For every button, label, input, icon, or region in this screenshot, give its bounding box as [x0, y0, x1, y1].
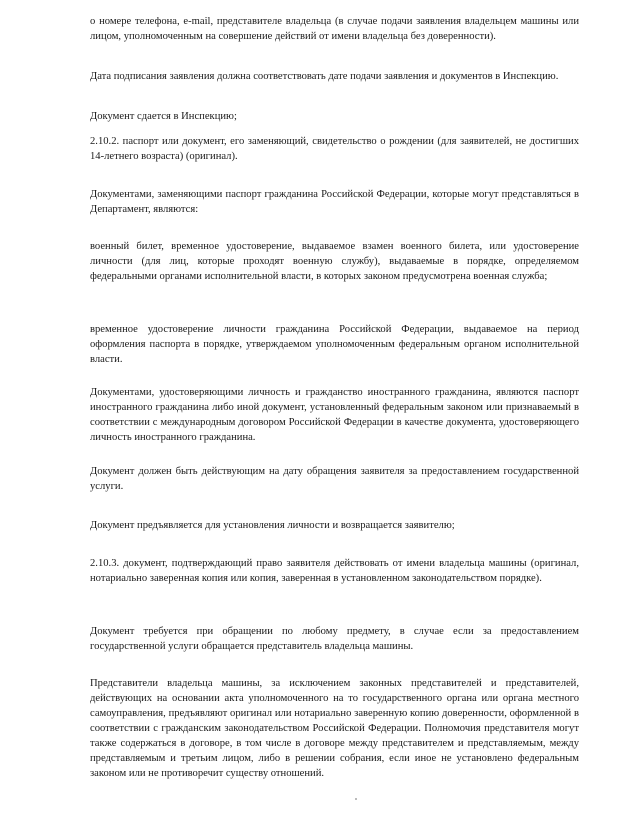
- paragraph-representative-requirement: Документ требуется при обращении по любому предмету, в случае если за предоставлением государственной услуги обращается представитель владельца машины.: [90, 626, 579, 652]
- paragraph-identity-verification: Документ предъявляется для установления личности и возвращается заявителю;: [90, 520, 455, 531]
- paragraph-temporary-id: временное удостоверение личности гражданина Российской Федерации, выдаваемое на период оформления паспорта в порядке, утверждаемом уполномоченным федеральным органом исполнительной власти.: [90, 324, 579, 365]
- paragraph-military-id: военный билет, временное удостоверение, выдаваемое взамен военного билета, или удостоверение личности (для лиц, которые проходят военную службу), выдаваемые в порядке, определяемом федеральными органами исполнительной власти, в которых законом предусмотрена военная служба;: [90, 241, 579, 282]
- scan-speck: [355, 798, 357, 800]
- paragraph-2-10-2-passport: 2.10.2. паспорт или документ, его заменяющий, свидетельство о рождении (для заявителей, не достигших 14-летнего возраста) (оригинал).: [90, 136, 579, 162]
- paragraph-submitted-to-inspection: Документ сдается в Инспекцию;: [90, 111, 237, 122]
- paragraph-passport-substitutes: Документами, заменяющими паспорт гражданина Российской Федерации, которые могут представляться в Департамент, являются:: [90, 189, 579, 215]
- paragraph-contact-details: о номере телефона, e-mail, представителе владельца (в случае подачи заявления владельцем машины или лицом, уполномоченным на совершение действий от имени владельца без доверенности).: [90, 16, 579, 42]
- paragraph-representatives-powers: Представители владельца машины, за исключением законных представителей и представителей, действующих на основании акта уполномоченного на то государственного органа или органа местного самоуправления, предъявляют оригинал или нотариально заверенную копию доверенности, оформленной в соответствии с гражданским законодательством Российской Федерации. Полномочия представителя могут также содержаться в договоре, в том числе в договоре между представителем и представляемым, между представляемым и третьим лицом, либо в решении собрания, если иное не установлено федеральным законом или не противоречит существу отношений.: [90, 678, 579, 779]
- paragraph-document-validity: Документ должен быть действующим на дату обращения заявителя за предоставлением государственной услуги.: [90, 466, 579, 492]
- paragraph-foreign-citizen-documents: Документами, удостоверяющими личность и гражданство иностранного гражданина, являются паспорт иностранного гражданина либо иной документ, установленный федеральным законом или признаваемый в соответствии с международным договором Российской Федерации в качестве документа, удостоверяющего личность иностранного гражданина.: [90, 387, 579, 443]
- paragraph-2-10-3-authority-document: 2.10.3. документ, подтверждающий право заявителя действовать от имени владельца машины (оригинал, нотариально заверенная копия или копия, заверенная в установленном законодательством порядке).: [90, 558, 579, 584]
- paragraph-signing-date: Дата подписания заявления должна соответствовать дате подачи заявления и документов в Инспекцию.: [90, 71, 559, 82]
